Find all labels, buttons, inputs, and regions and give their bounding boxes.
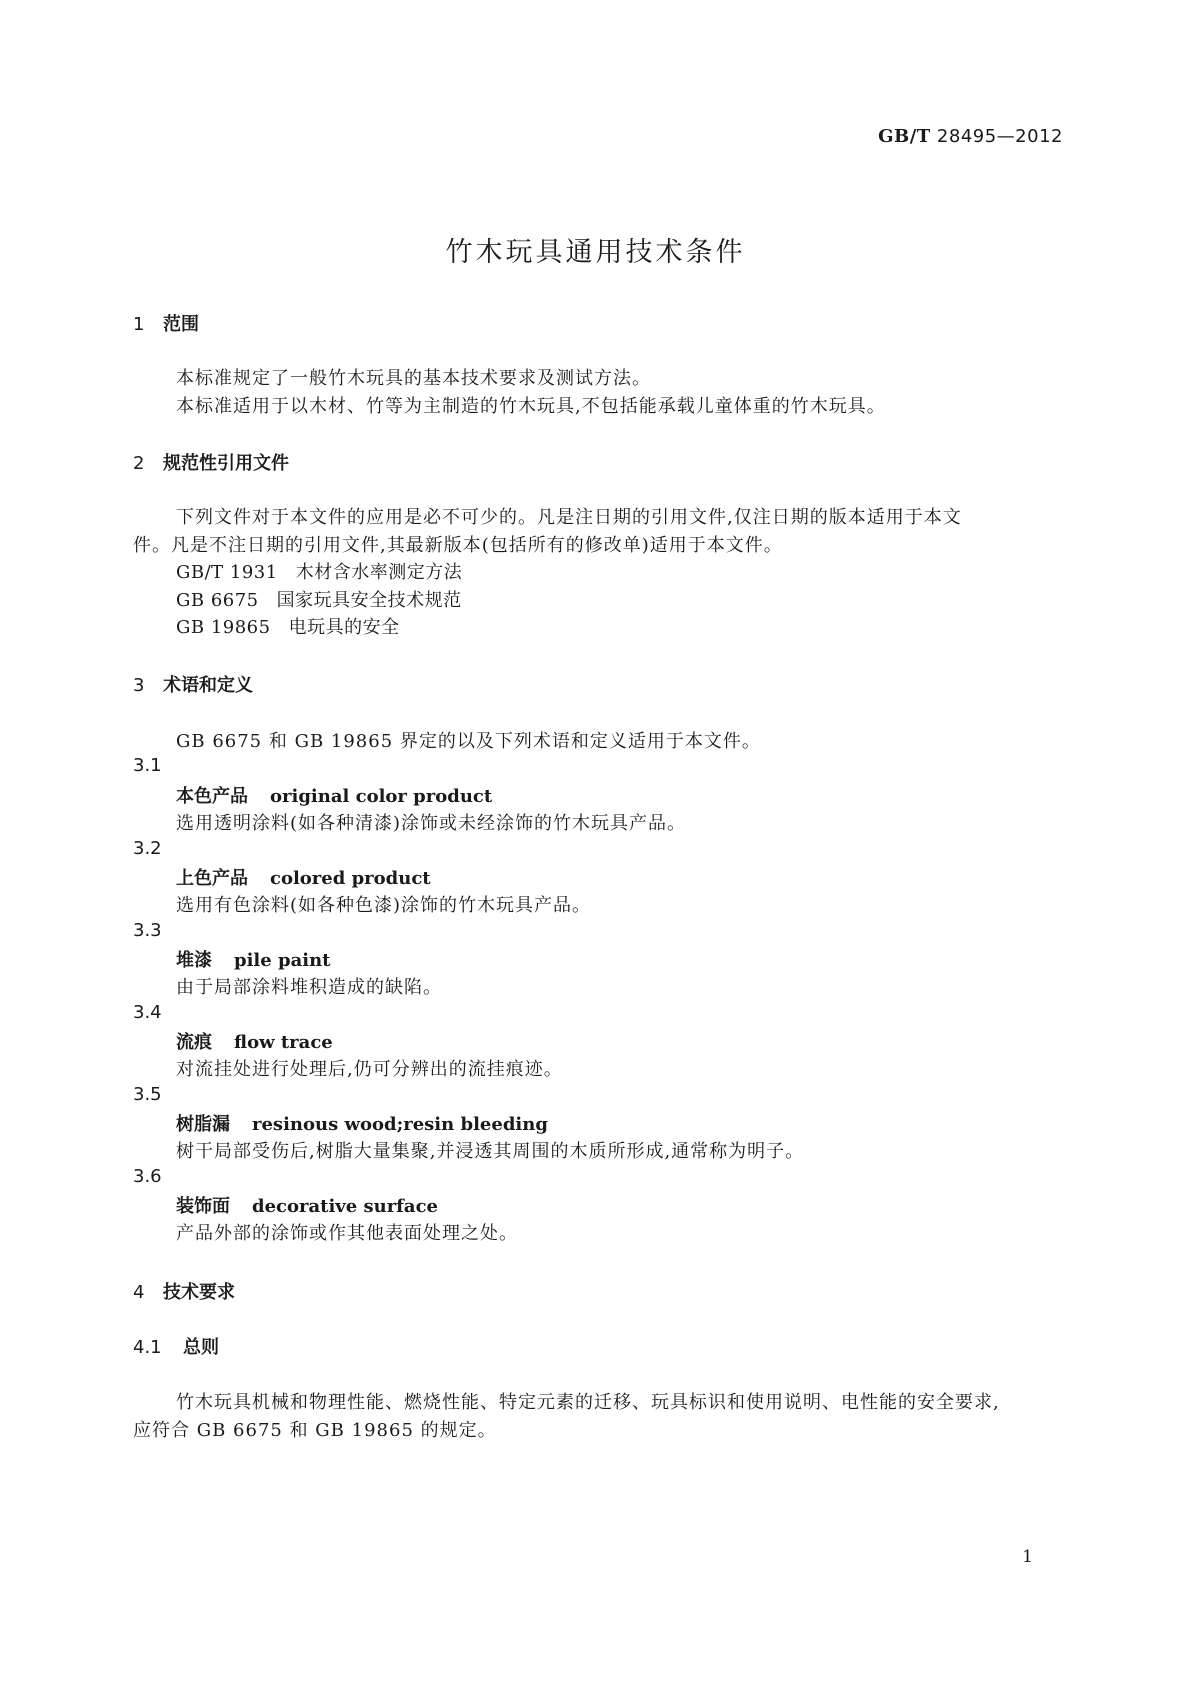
- term-english: pile paint: [234, 950, 331, 971]
- term-chinese: 流痕: [176, 1032, 212, 1053]
- section-number: 2: [133, 453, 145, 474]
- term-chinese: 树脂漏: [176, 1114, 230, 1135]
- standard-prefix: GB/T: [878, 126, 931, 147]
- section-title: 范围: [163, 314, 199, 335]
- term-definition: 树干局部受伤后,树脂大量集聚,并浸透其周围的木质所形成,通常称为明子。: [176, 1141, 805, 1162]
- section-title: 术语和定义: [163, 675, 253, 696]
- term-english: resinous wood;resin bleeding: [252, 1114, 548, 1135]
- term-entry: [176, 1192, 438, 1218]
- section-number: 3: [133, 675, 145, 696]
- term-number: 3.5: [133, 1084, 162, 1105]
- reference-item: [176, 558, 462, 584]
- term-entry: [176, 782, 492, 808]
- page-number: 1: [1022, 1547, 1033, 1567]
- term-chinese: 堆漆: [176, 950, 212, 971]
- term-number: 3.1: [133, 755, 162, 776]
- document-title: 竹木玩具通用技术条件: [445, 237, 746, 268]
- paragraph: GB 6675 和 GB 19865 界定的以及下列术语和定义适用于本文件。: [176, 731, 761, 752]
- reference-code: GB 19865: [176, 617, 271, 638]
- reference-title: 木材含水率测定方法: [295, 562, 463, 583]
- term-number: 3.6: [133, 1166, 162, 1187]
- term-number: 3.2: [133, 838, 162, 859]
- term-number: 3.3: [133, 920, 162, 941]
- term-chinese: 装饰面: [176, 1196, 230, 1217]
- term-definition: 产品外部的涂饰或作其他表面处理之处。: [176, 1223, 518, 1244]
- term-entry: [176, 946, 330, 972]
- term-definition: 对流挂处进行处理后,仍可分辨出的流挂痕迹。: [176, 1059, 563, 1080]
- section-heading-terms-definitions: [133, 671, 253, 697]
- paragraph-continuation: 应符合 GB 6675 和 GB 19865 的规定。: [133, 1420, 497, 1441]
- reference-title: 电玩具的安全: [288, 617, 400, 638]
- reference-code: GB/T 1931: [176, 562, 278, 583]
- paragraph: 本标准适用于以木材、竹等为主制造的竹木玩具,不包括能承载儿童体重的竹木玩具。: [176, 396, 886, 417]
- section-number: 4: [133, 1282, 145, 1303]
- term-chinese: 上色产品: [176, 868, 248, 889]
- term-entry: [176, 864, 431, 890]
- term-english: decorative surface: [252, 1196, 439, 1217]
- section-title: 技术要求: [163, 1282, 235, 1303]
- paragraph-continuation: 件。凡是不注日期的引用文件,其最新版本(包括所有的修改单)适用于本文件。: [133, 535, 783, 556]
- section-heading-technical-requirements: [133, 1278, 235, 1304]
- term-english: flow trace: [234, 1032, 333, 1053]
- term-entry: [176, 1110, 548, 1136]
- section-number: 1: [133, 314, 145, 335]
- term-chinese: 本色产品: [176, 786, 248, 807]
- standard-number: [878, 126, 1063, 147]
- section-heading-scope: [133, 310, 199, 336]
- subsection-heading-general: [133, 1333, 219, 1359]
- term-entry: [176, 1028, 333, 1054]
- term-english: original color product: [270, 786, 493, 807]
- term-english: colored product: [270, 868, 431, 889]
- subsection-number: 4.1: [133, 1337, 162, 1358]
- section-heading-normative-references: [133, 449, 289, 475]
- paragraph: 本标准规定了一般竹木玩具的基本技术要求及测试方法。: [176, 368, 651, 389]
- term-number: 3.4: [133, 1002, 162, 1023]
- term-definition: 选用有色涂料(如各种色漆)涂饰的竹木玩具产品。: [176, 895, 592, 916]
- subsection-title: 总则: [183, 1337, 219, 1358]
- reference-title: 国家玩具安全技术规范: [276, 590, 462, 611]
- paragraph: 竹木玩具机械和物理性能、燃烧性能、特定元素的迁移、玩具标识和使用说明、电性能的安全要求,: [176, 1392, 1000, 1413]
- standard-code: 28495—2012: [936, 126, 1063, 147]
- term-definition: 由于局部涂料堆积造成的缺陷。: [176, 977, 442, 998]
- reference-code: GB 6675: [176, 590, 259, 611]
- paragraph: 下列文件对于本文件的应用是必不可少的。凡是注日期的引用文件,仅注日期的版本适用于本文: [176, 507, 962, 528]
- section-title: 规范性引用文件: [163, 453, 289, 474]
- reference-item: [176, 586, 462, 612]
- reference-item: [176, 613, 400, 639]
- term-definition: 选用透明涂料(如各种清漆)涂饰或未经涂饰的竹木玩具产品。: [176, 813, 687, 834]
